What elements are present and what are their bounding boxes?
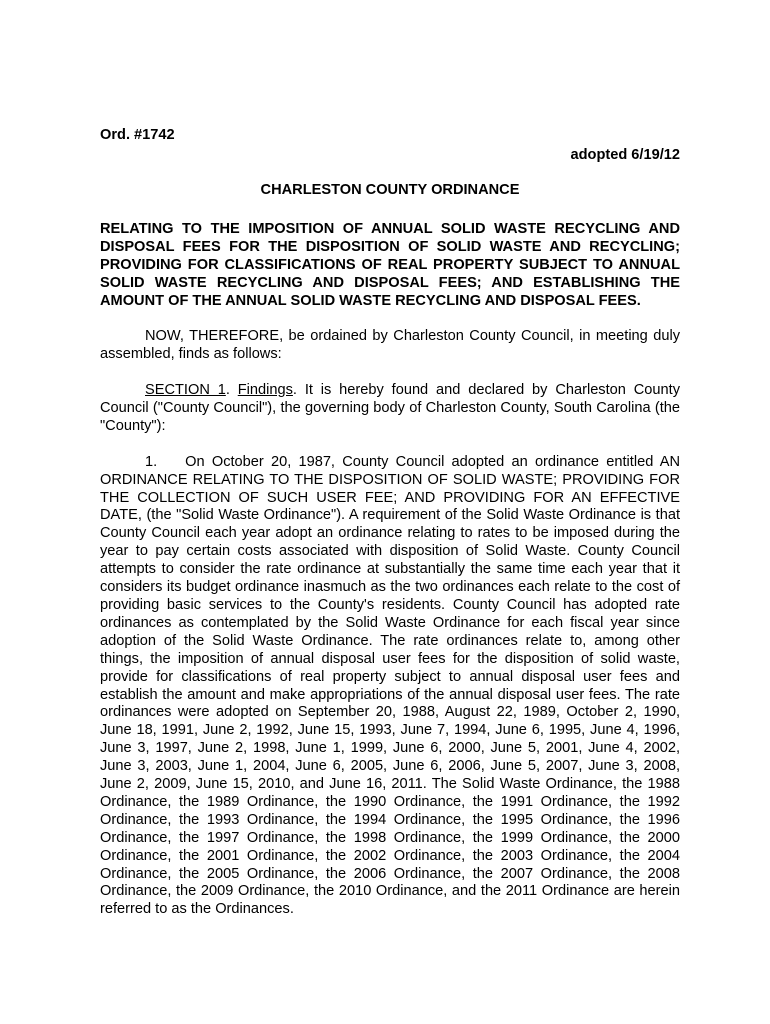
finding-item-1 xyxy=(100,454,680,920)
document-page xyxy=(100,127,680,919)
section-1-label: SECTION 1 xyxy=(145,382,226,398)
document-title: CHARLESTON COUNTY ORDINANCE xyxy=(260,181,520,198)
section-1-paragraph xyxy=(100,382,680,436)
ordinance-subject: RELATING TO THE IMPOSITION OF ANNUAL SOLID WASTE RECYCLING AND DISPOSAL FEES FOR THE DISPOSITION OF SOLID WASTE AND RECYCLING; PROVIDING FOR CLASSIFICATIONS OF REAL PROPERTY SUBJECT TO ANNUAL SOLID WASTE RECYCLING AND DISPOSAL FEES; AND ESTABLISHING THE AMOUNT OF THE ANNUAL SOLID WASTE RECYCLING AND DISPOSAL FEES. xyxy=(100,220,680,310)
section-1-separator: . xyxy=(225,382,238,398)
finding-item-1-text: On October 20, 1987, County Council adopted an ordinance entitled AN ORDINANCE RELATING TO THE DISPOSITION OF SOLID WASTE; PROVIDING FOR THE COLLECTION OF SUCH USER FEE; AND PROVIDING FOR AN EFFECTIVE DATE, (the "Solid Waste Ordinance"). A requirement of the Solid Waste Ordinance is that County Council each year adopt an ordinance relating to rates to be imposed during the year to pay certain costs associated with disposition of Solid Waste. County Council attempts to consider the rate ordinance at substantially the same time each year that it considers its budget ordinance inasmuch as the two ordinances each relate to the cost of providing basic services to the County's residents. County Council has adopted rate ordinances as contemplated by the Solid Waste Ordinance for each fiscal year since adoption of the Solid Waste Ordinance. The rate ordinances relate to, among other things, the imposition of annual disposal user fees for the disposition of solid waste, provide for classifications of real property subject to annual disposal user fees and establish the amount and make appropriations of the annual disposal user fees. The rate ordinances were adopted on September 20, 1988, August 22, 1989, October 2, 1990, June 18, 1991, June 2, 1992, June 15, 1993, June 7, 1994, June 6, 1995, June 4, 1996, June 3, 1997, June 2, 1998, June 1, 1999, June 6, 2000, June 5, 2001, June 4, 2002, June 3, 2003, June 1, 2004, June 6, 2005, June 6, 2006, June 5, 2007, June 3, 2008, June 2, 2009, June 15, 2010, and June 16, 2011. The Solid Waste Ordinance, the 1988 Ordinance, the 1989 Ordinance, the 1990 Ordinance, the 1991 Ordinance, the 1992 Ordinance, the 1993 Ordinance, the 1994 Ordinance, the 1995 Ordinance, the 1996 Ordinance, the 1997 Ordinance, the 1998 Ordinance, the 1999 Ordinance, the 2000 Ordinance, the 2001 Ordinance, the 2002 Ordinance, the 2003 Ordinance, the 2004 Ordinance, the 2005 Ordinance, the 2006 Ordinance, the 2007 Ordinance, the 2008 Ordinance, the 2009 Ordinance, the 2010 Ordinance, and the 2011 Ordinance are herein referred to as the Ordinances. xyxy=(100,453,680,918)
finding-item-1-number: 1. xyxy=(145,453,158,470)
section-1-heading: Findings xyxy=(237,382,293,398)
ordinance-number: Ord. #1742 xyxy=(100,127,175,143)
section-1-text: . It is hereby found and declared by Charleston County Council ("County Council"), the governing body of Charleston County, South Carolina (the "County"): xyxy=(100,382,680,434)
adopted-date: adopted 6/19/12 xyxy=(570,146,680,163)
preamble-paragraph: NOW, THEREFORE, be ordained by Charleston County Council, in meeting duly assembled, finds as follows: xyxy=(100,328,680,363)
